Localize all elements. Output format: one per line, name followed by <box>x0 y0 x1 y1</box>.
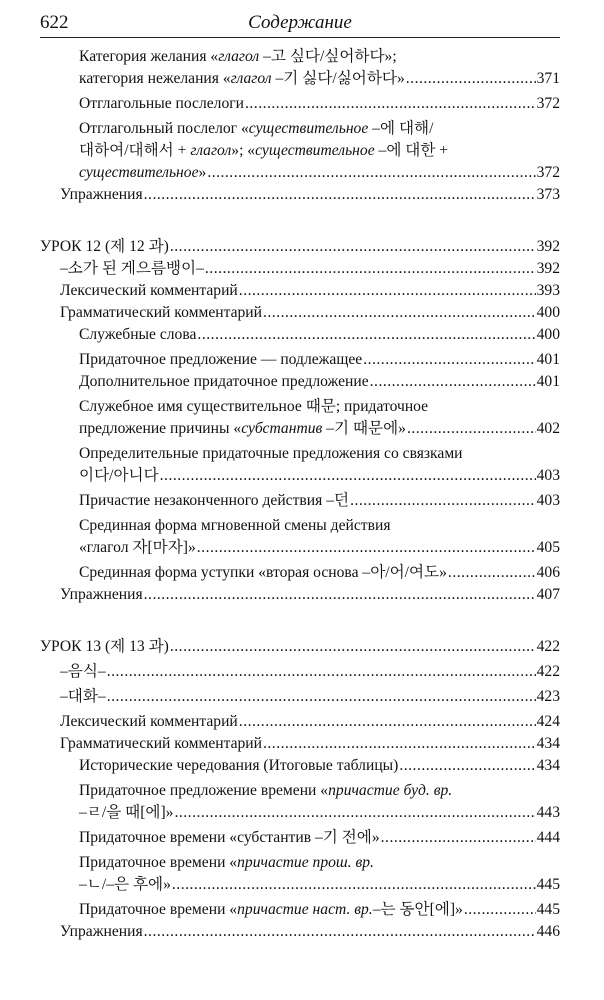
leader-dots <box>174 802 535 824</box>
leader-dots <box>464 899 536 921</box>
page-ref: 444 <box>536 829 560 846</box>
header-rule <box>40 37 560 38</box>
toc-entry-desire-category[interactable]: Категория желания «глагол –고 싶다/싶어하다»; категория нежелания «глагол –기 싫다/싫어하다» ..... 371 <box>40 46 560 90</box>
leader-dots <box>239 711 536 733</box>
page-ref: 405 <box>536 539 560 556</box>
toc-entry-exercises[interactable]: Упражнения ..... 373 <box>40 184 560 206</box>
section-gap <box>40 206 560 236</box>
page-ref: 371 <box>536 70 560 87</box>
toc-entry-lexical-commentary-13[interactable]: Лексический комментарий ..... 424 <box>40 711 560 733</box>
page-ref: 445 <box>536 876 560 893</box>
page-ref: 401 <box>536 373 560 390</box>
leader-dots <box>448 562 536 584</box>
toc-entry-attributive-clauses[interactable]: Определительные придаточные предложения со связками 이다/아니다 ..... 403 <box>40 443 560 487</box>
page-ref: 400 <box>536 304 560 321</box>
page-ref: 407 <box>536 586 560 603</box>
toc-entry-lesson-13[interactable]: УРОК 13 (제 13 과) ..... 422 <box>40 636 560 658</box>
page-ref: 401 <box>536 351 560 368</box>
page-ref: 392 <box>536 260 560 277</box>
leader-dots <box>407 418 536 440</box>
page-ref: 392 <box>536 238 560 255</box>
toc-entry-exercises-12[interactable]: Упражнения ..... 407 <box>40 584 560 606</box>
leader-dots <box>350 490 536 512</box>
page-ref: 393 <box>536 282 560 299</box>
table-of-contents <box>40 46 560 943</box>
page-ref: 445 <box>536 901 560 918</box>
leader-dots <box>172 874 536 896</box>
page-ref: 402 <box>536 420 560 437</box>
toc-entry-time-clause-before[interactable]: Придаточное времени «субстантив –기 전에» ..... 444 <box>40 827 560 849</box>
page-ref: 443 <box>536 804 560 821</box>
toc-entry-lesson-13-dialogue[interactable]: –대화– ..... 423 <box>40 686 560 708</box>
page-ref: 372 <box>536 95 560 112</box>
page-ref: 424 <box>536 713 560 730</box>
toc-entry-lesson-13-food[interactable]: –음식– ..... 422 <box>40 661 560 683</box>
leader-dots <box>245 93 536 115</box>
page-ref: 446 <box>536 923 560 940</box>
page-ref: 400 <box>536 326 560 343</box>
toc-entry-verbal-postposition-daehae[interactable]: Отглагольный послелог «существительное –에 대해/ 대하여/대해서 + глагол»; «существительное –에 대한 + существительное» ..... 372 <box>40 118 560 184</box>
page-ref: 422 <box>536 663 560 680</box>
leader-dots <box>263 733 536 755</box>
leader-dots <box>170 636 536 658</box>
toc-entry-lesson-12[interactable]: УРОК 12 (제 12 과) ..... 392 <box>40 236 560 258</box>
toc-entry-time-clause-after[interactable]: Придаточное времени «причастие прош. вр. –ㄴ/–은 후에» ..... 445 <box>40 852 560 896</box>
toc-entry-object-clause[interactable]: Дополнительное придаточное предложение ..... 401 <box>40 371 560 393</box>
leader-dots <box>107 661 536 683</box>
toc-entry-time-clause-during[interactable]: Придаточное времени «причастие наст. вр.–는 동안[에]» ..... 445 <box>40 899 560 921</box>
toc-entry-lexical-commentary[interactable]: Лексический комментарий ..... 393 <box>40 280 560 302</box>
toc-entry-retrospective-participle[interactable]: Причастие незаконченного действия –던 ..... 403 <box>40 490 560 512</box>
leader-dots <box>399 755 535 777</box>
leader-dots <box>197 537 536 559</box>
leader-dots <box>197 324 535 346</box>
leader-dots <box>207 162 535 184</box>
toc-entry-particles[interactable]: Служебные слова ..... 400 <box>40 324 560 346</box>
page-ref: 373 <box>536 186 560 203</box>
toc-entry-immediate-sequence[interactable]: Срединная форма мгновенной смены действия «глагол 자[마자]» ..... 405 <box>40 515 560 559</box>
leader-dots <box>406 68 536 90</box>
page-ref: 403 <box>536 492 560 509</box>
toc-entry-lesson-12-text[interactable]: –소가 된 게으름뱅이– ..... 392 <box>40 258 560 280</box>
page-ref: 372 <box>536 164 560 181</box>
toc-entry-historical-alternations[interactable]: Исторические чередования (Итоговые таблицы) ..... 434 <box>40 755 560 777</box>
section-gap <box>40 606 560 636</box>
toc-entry-verbal-postpositions[interactable]: Отглагольные послелоги ..... 372 <box>40 93 560 115</box>
leader-dots <box>263 302 536 324</box>
leader-dots <box>144 921 536 943</box>
page-ref: 434 <box>536 757 560 774</box>
toc-entry-time-clause-future[interactable]: Придаточное предложение времени «причастие буд. вр. –ㄹ/을 때[에]» ..... 443 <box>40 780 560 824</box>
leader-dots <box>381 827 536 849</box>
toc-entry-grammar-commentary[interactable]: Грамматический комментарий ..... 400 <box>40 302 560 324</box>
toc-entry-exercises-13[interactable]: Упражнения ..... 446 <box>40 921 560 943</box>
page-ref: 406 <box>536 564 560 581</box>
leader-dots <box>363 349 535 371</box>
page-ref: 423 <box>536 688 560 705</box>
page-ref: 434 <box>536 735 560 752</box>
toc-entry-subject-clause[interactable]: Придаточное предложение — подлежащее ..... 401 <box>40 349 560 371</box>
toc-entry-grammar-commentary-13[interactable]: Грамматический комментарий ..... 434 <box>40 733 560 755</box>
leader-dots <box>144 184 536 206</box>
toc-entry-concessive-form[interactable]: Срединная форма уступки «вторая основа –아/어/여도» ..... 406 <box>40 562 560 584</box>
leader-dots <box>239 280 536 302</box>
page-number: 622 <box>40 12 69 33</box>
leader-dots <box>144 584 536 606</box>
page-header <box>40 6 560 36</box>
page-ref: 422 <box>536 638 560 655</box>
leader-dots <box>205 258 536 280</box>
leader-dots <box>370 371 536 393</box>
page-ref: 403 <box>536 467 560 484</box>
leader-dots <box>160 465 536 487</box>
leader-dots <box>170 236 536 258</box>
running-title: Содержание <box>248 12 352 33</box>
leader-dots <box>107 686 536 708</box>
toc-entry-ttaemun[interactable]: Служебное имя существительное 때문; придаточное предложение причины «субстантив –기 때문에» ..... 402 <box>40 396 560 440</box>
